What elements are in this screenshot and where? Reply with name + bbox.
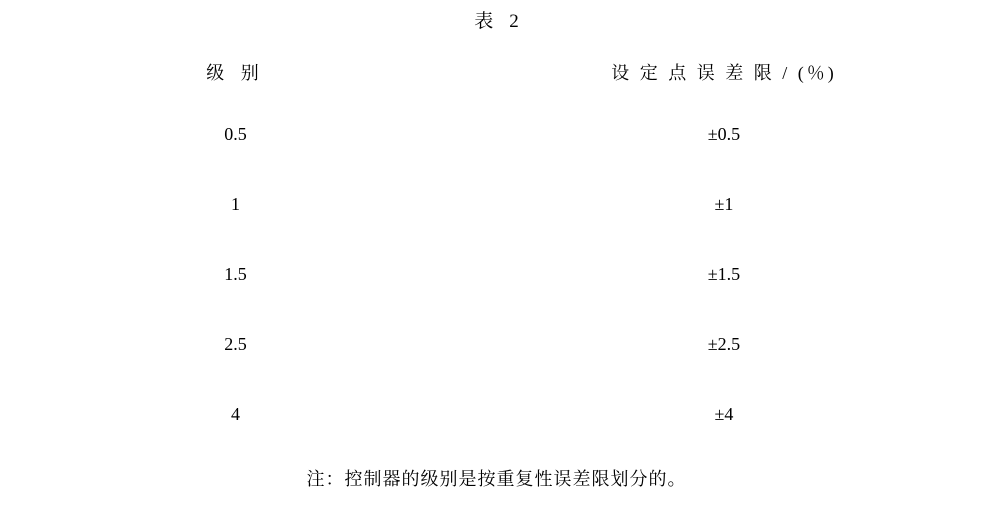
cell-class-value: 1.5 [224,263,247,284]
table-caption-label: 表 [474,11,496,32]
cell-error-value: ±1 [714,193,734,214]
table-caption [0,0,993,45]
table-note: 注：控制器的级别是按重复性误差限划分的。 [306,469,687,489]
header-cell-setpoint-error: 设 定 点 误 差 限 / (％) [611,63,837,83]
header-cell-class: 级 别 [206,63,265,83]
cell-error-value: ±0.5 [707,123,741,144]
table-note-row [8,449,985,507]
cell-class-value: 0.5 [224,123,247,144]
cell-class-value: 2.5 [224,333,247,354]
table-row [8,169,985,239]
cell-error-value: ±4 [714,403,734,424]
cell-error-value: ±2.5 [707,333,741,354]
table-row [8,99,985,169]
cell-class-value: 1 [231,193,240,214]
table-caption-number: 2 [509,11,519,32]
table-header-row [8,45,985,99]
specification-table [8,45,985,507]
table-wrapper [8,45,985,507]
table-row [8,239,985,309]
table-row [8,379,985,449]
cell-error-value: ±1.5 [707,263,741,284]
cell-class-value: 4 [231,403,240,424]
table-row [8,309,985,379]
